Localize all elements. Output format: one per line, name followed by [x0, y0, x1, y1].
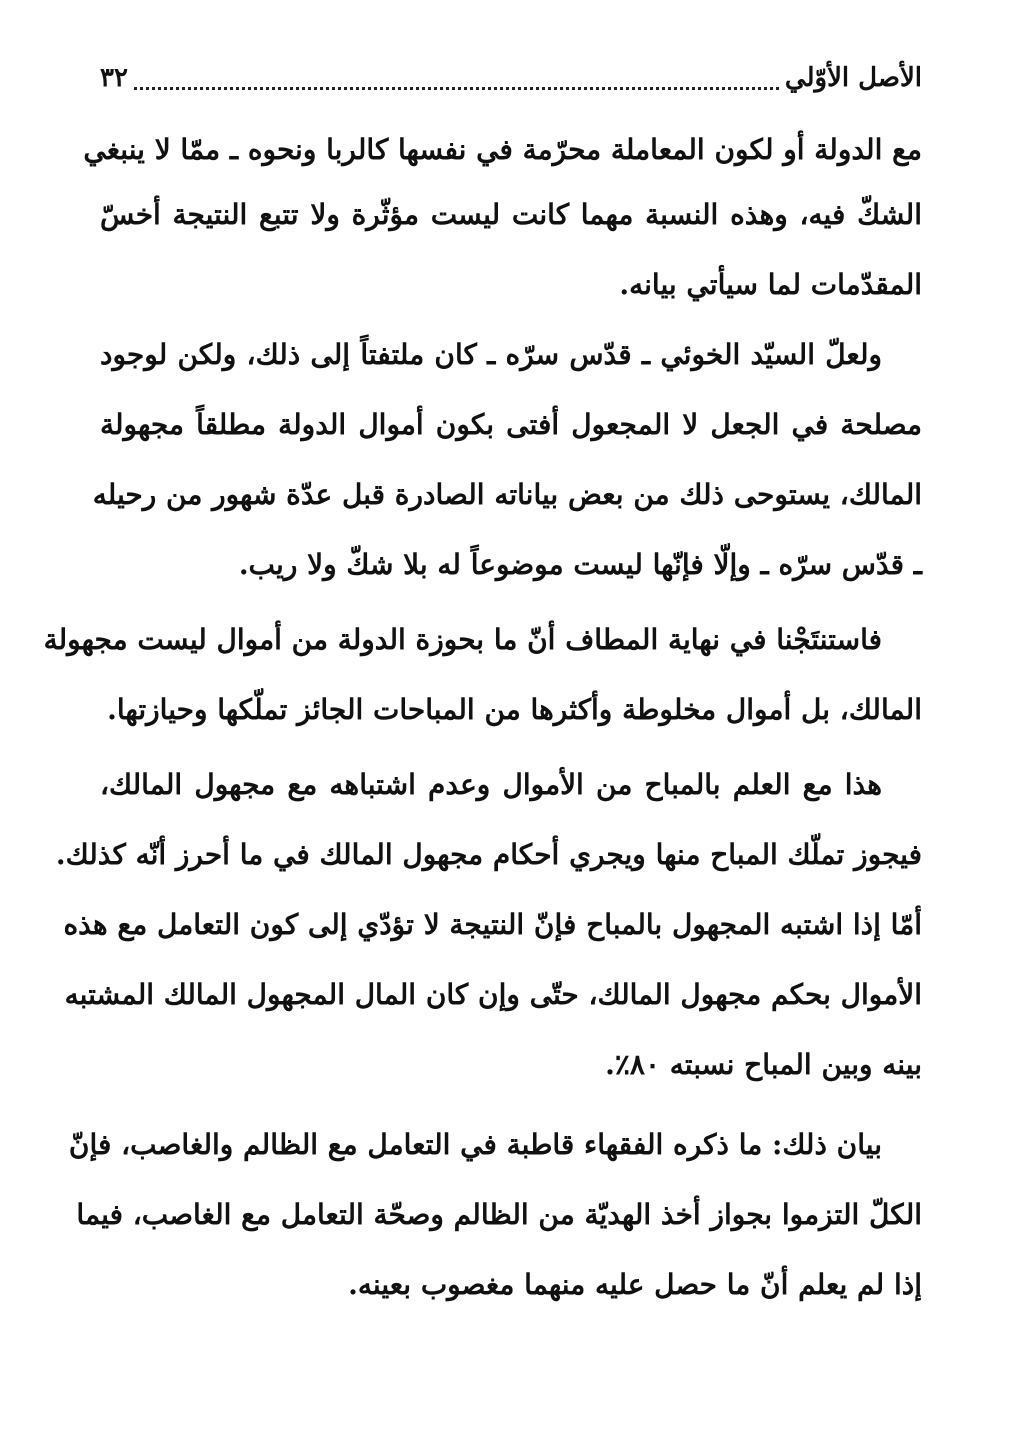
- text-line: فيجوز تملّك المباح منها ويجري أحكام مجهول المالك في ما أحرز أنّه كذلك.: [55, 838, 922, 871]
- text-line: بيان ذلك: ما ذكره الفقهاء قاطبة في التعامل مع الظالم والغاصب، فإنّ: [68, 1128, 882, 1161]
- text-line: الكلّ التزموا بجواز أخذ الهديّة من الظالم وصحّة التعامل مع الغاصب، فيما: [76, 1198, 922, 1231]
- text-line: إذا لم يعلم أنّ ما حصل عليه منهما مغصوب بعينه.: [348, 1268, 922, 1301]
- text-line: مع الدولة أو لكون المعاملة محرّمة في نفسها كالربا ونحوه ـ ممّا لا ينبغي: [83, 133, 922, 166]
- text-line: أمّا إذا اشتبه المجهول بالمباح فإنّ النتيجة لا تؤدّي إلى كون التعامل مع هذه: [63, 908, 922, 941]
- running-header: [100, 40, 922, 100]
- text-line: المالك، يستوحى ذلك من بعض بياناته الصادرة قبل عدّة شهور من رحيله: [92, 478, 922, 511]
- text-line: المالك، بل أموال مخلوطة وأكثرها من المباحات الجائز تملّكها وحيازتها.: [107, 693, 922, 726]
- header-title: الأصل الأوّلي: [784, 63, 922, 93]
- text-line: مصلحة في الجعل لا المجعول أفتى بكون أموال الدولة مطلقاً مجهولة: [100, 408, 922, 441]
- text-line: فاستنتَجْنا في نهاية المطاف أنّ ما بحوزة الدولة من أموال ليست مجهولة: [43, 623, 882, 656]
- header-dot-leader: [134, 86, 779, 90]
- text-line: الشكّ فيه، وهذه النسبة مهما كانت ليست مؤثّرة ولا تتبع النتيجة أخسّ: [100, 198, 922, 231]
- text-line: ـ قدّس سرّه ـ وإلّا فإنّها ليست موضوعاً له بلا شكّ ولا ريب.: [238, 548, 922, 581]
- text-line: بينه وبين المباح نسبته ٨٠٪.: [605, 1048, 922, 1081]
- text-line: الأموال بحكم مجهول المالك، حتّى وإن كان المال المجهول المالك المشتبه: [64, 978, 922, 1011]
- text-line: المقدّمات لما سيأتي بيانه.: [619, 268, 922, 301]
- text-line: هذا مع العلم بالمباح من الأموال وعدم اشتباهه مع مجهول المالك،: [100, 768, 882, 801]
- page-number: ٣٢: [100, 63, 128, 93]
- text-line: ولعلّ السيّد الخوئي ـ قدّس سرّه ـ كان ملتفتاً إلى ذلك، ولكن لوجود: [100, 338, 882, 371]
